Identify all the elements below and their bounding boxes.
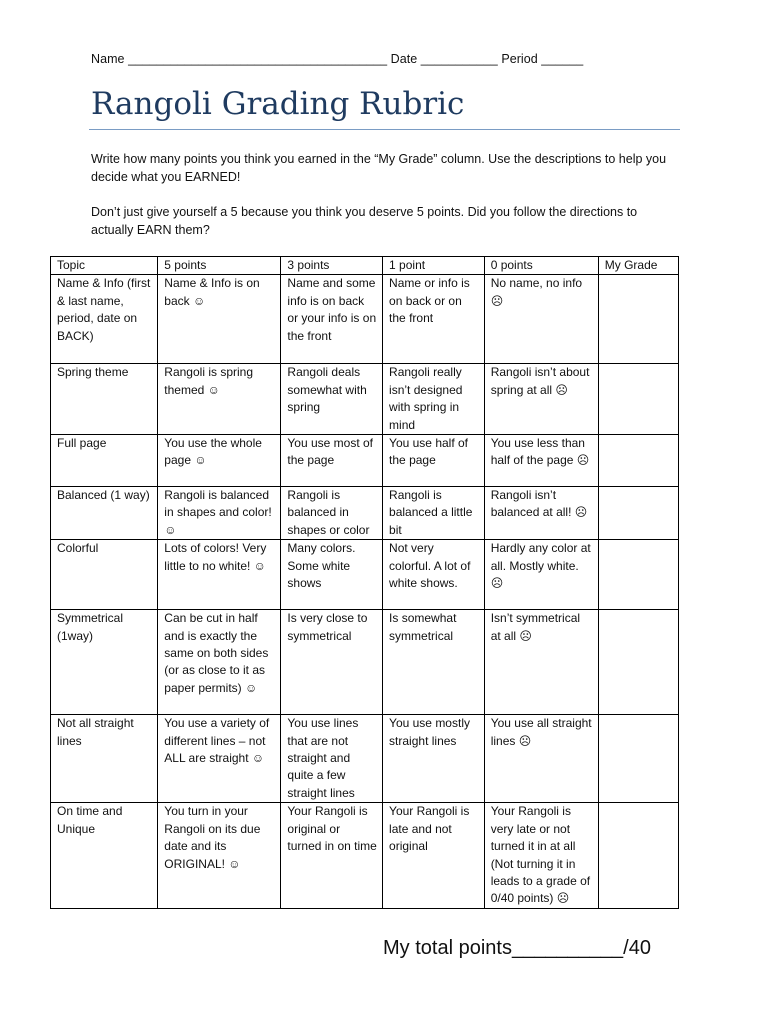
one-point-cell: Name or info is on back or on the front — [383, 275, 485, 364]
my-grade-cell[interactable] — [598, 715, 678, 803]
five-points-cell: Can be cut in half and is exactly the same on both sides (or as close to it as paper permits) ☺ — [158, 610, 281, 715]
one-point-cell: Rangoli is balanced a little bit — [383, 487, 485, 540]
zero-points-cell: Your Rangoli is very late or not turned it in at all (Not turning it in leads to a grade of 0/40 points) ☹ — [484, 803, 598, 909]
table-row — [51, 487, 679, 540]
instruction-paragraph: Don’t just give yourself a 5 because you think you deserve 5 points. Did you follow the directions to actually EARN them? — [91, 205, 638, 237]
zero-points-cell: You use less than half of the page ☹ — [484, 435, 598, 487]
header-my-grade: My Grade — [598, 257, 678, 275]
topic-cell: Full page — [51, 435, 158, 487]
my-grade-cell[interactable] — [598, 435, 678, 487]
topic-cell: Spring theme — [51, 364, 158, 435]
three-points-cell: Rangoli deals somewhat with spring — [281, 364, 383, 435]
zero-points-cell: Hardly any color at all. Mostly white. ☹ — [484, 540, 598, 610]
table-header-row — [51, 257, 679, 275]
three-points-cell: Many colors. Some white shows — [281, 540, 383, 610]
title-divider — [89, 129, 680, 130]
five-points-cell: You turn in your Rangoli on its due date and its ORIGINAL! ☺ — [158, 803, 281, 909]
table-row — [51, 364, 679, 435]
header-topic: Topic — [51, 257, 158, 275]
zero-points-cell: No name, no info ☹ — [484, 275, 598, 364]
one-point-cell: Your Rangoli is late and not original — [383, 803, 485, 909]
header-1-point: 1 point — [383, 257, 485, 275]
zero-points-cell: Rangoli isn’t balanced at all! ☹ — [484, 487, 598, 540]
table-row — [51, 610, 679, 715]
my-grade-cell[interactable] — [598, 487, 678, 540]
five-points-cell: Lots of colors! Very little to no white! ☺ — [158, 540, 281, 610]
five-points-cell: You use the whole page ☺ — [158, 435, 281, 487]
three-points-cell: You use most of the page — [281, 435, 383, 487]
three-points-cell: You use lines that are not straight and quite a few straight lines — [281, 715, 383, 803]
five-points-cell: Name & Info is on back ☺ — [158, 275, 281, 364]
my-grade-cell[interactable] — [598, 540, 678, 610]
topic-cell: Symmetrical (1way) — [51, 610, 158, 715]
my-grade-cell[interactable] — [598, 803, 678, 909]
topic-cell: Not all straight lines — [51, 715, 158, 803]
topic-cell: Name & Info (first & last name, period, date on BACK) — [51, 275, 158, 364]
name-date-period-line: Name _____________________________________ Date ___________ Period ______ — [91, 52, 584, 66]
three-points-cell: Name and some info is on back or your info is on the front — [281, 275, 383, 364]
my-grade-cell[interactable] — [598, 364, 678, 435]
topic-cell: Colorful — [51, 540, 158, 610]
one-point-cell: Is somewhat symmetrical — [383, 610, 485, 715]
five-points-cell: Rangoli is balanced in shapes and color! ☺ — [158, 487, 281, 540]
table-row — [51, 715, 679, 803]
table-row — [51, 803, 679, 909]
five-points-cell: You use a variety of different lines – not ALL are straight ☺ — [158, 715, 281, 803]
one-point-cell: Rangoli really isn’t designed with spring in mind — [383, 364, 485, 435]
three-points-cell: Your Rangoli is original or turned in on time — [281, 803, 383, 909]
rubric-table — [50, 256, 679, 909]
table-row — [51, 540, 679, 610]
zero-points-cell: Rangoli isn’t about spring at all ☹ — [484, 364, 598, 435]
five-points-cell: Rangoli is spring themed ☺ — [158, 364, 281, 435]
header-3-points: 3 points — [281, 257, 383, 275]
table-row — [51, 435, 679, 487]
topic-cell: On time and Unique — [51, 803, 158, 909]
one-point-cell: You use half of the page — [383, 435, 485, 487]
my-grade-cell[interactable] — [598, 610, 678, 715]
one-point-cell: Not very colorful. A lot of white shows. — [383, 540, 485, 610]
header-5-points: 5 points — [158, 257, 281, 275]
one-point-cell: You use mostly straight lines — [383, 715, 485, 803]
page-title: Rangoli Grading Rubric — [91, 86, 465, 122]
zero-points-cell: Isn’t symmetrical at all ☹ — [484, 610, 598, 715]
my-grade-cell[interactable] — [598, 275, 678, 364]
topic-cell: Balanced (1 way) — [51, 487, 158, 540]
three-points-cell: Is very close to symmetrical — [281, 610, 383, 715]
header-0-points: 0 points — [484, 257, 598, 275]
table-row — [51, 275, 679, 364]
three-points-cell: Rangoli is balanced in shapes or color — [281, 487, 383, 540]
instruction-paragraph: Write how many points you think you earned in the “My Grade” column. Use the descriptions to help you decide what you EARNED! — [91, 152, 667, 184]
zero-points-cell: You use all straight lines ☹ — [484, 715, 598, 803]
total-points-line: My total points__________/40 — [383, 937, 651, 959]
